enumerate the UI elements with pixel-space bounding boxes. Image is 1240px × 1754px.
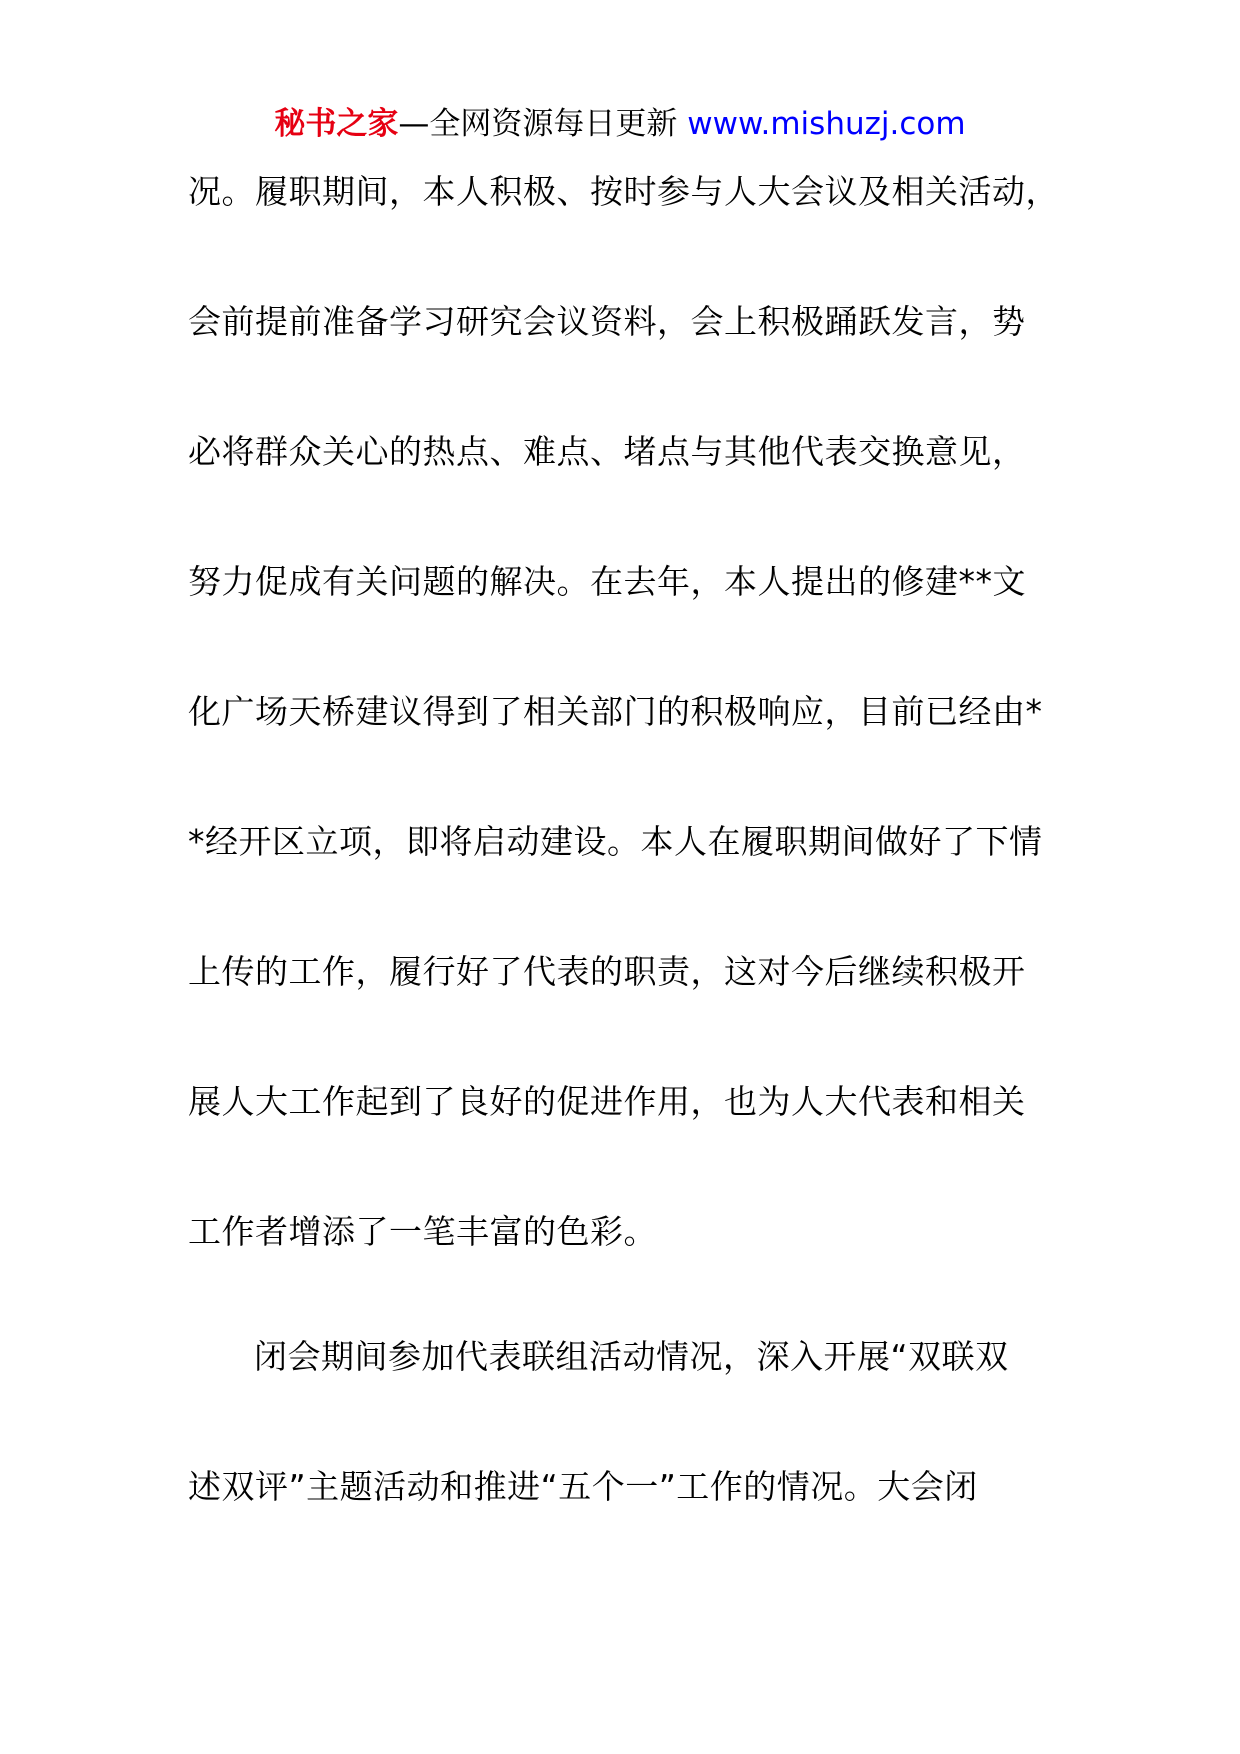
site-brand: 秘书之家 (274, 106, 399, 142)
paragraph-line: 会前提前准备学习研究会议资料，会上积极踊跃发言，势 (188, 302, 1026, 341)
paragraph-line: 上传的工作，履行好了代表的职责，这对今后继续积极开 (188, 952, 1026, 991)
paragraph-line: 况。履职期间，本人积极、按时参与人大会议及相关活动， (188, 172, 1059, 211)
paragraph-line: 工作者增添了一笔丰富的色彩。 (188, 1212, 657, 1251)
paragraph-line: 展人大工作起到了良好的促进作用，也为人大代表和相关 (188, 1082, 1026, 1121)
site-tagline: —全网资源每日更新 (398, 106, 688, 142)
paragraph-line: 努力促成有关问题的解决。在去年，本人提出的修建**文 (188, 562, 1026, 601)
paragraph-line: *经开区立项，即将启动建设。本人在履职期间做好了下情 (188, 822, 1043, 861)
site-url-link[interactable]: www.mishuzj.com (687, 106, 966, 142)
paragraph-line-indented: 闭会期间参加代表联组活动情况，深入开展“双联双 (254, 1337, 1009, 1376)
paragraph-line: 必将群众关心的热点、难点、堵点与其他代表交换意见， (188, 432, 1026, 471)
paragraph-line: 化广场天桥建议得到了相关部门的积极响应，目前已经由* (188, 692, 1043, 731)
paragraph-line: 述双评”主题活动和推进“五个一”工作的情况。大会闭 (188, 1467, 978, 1506)
